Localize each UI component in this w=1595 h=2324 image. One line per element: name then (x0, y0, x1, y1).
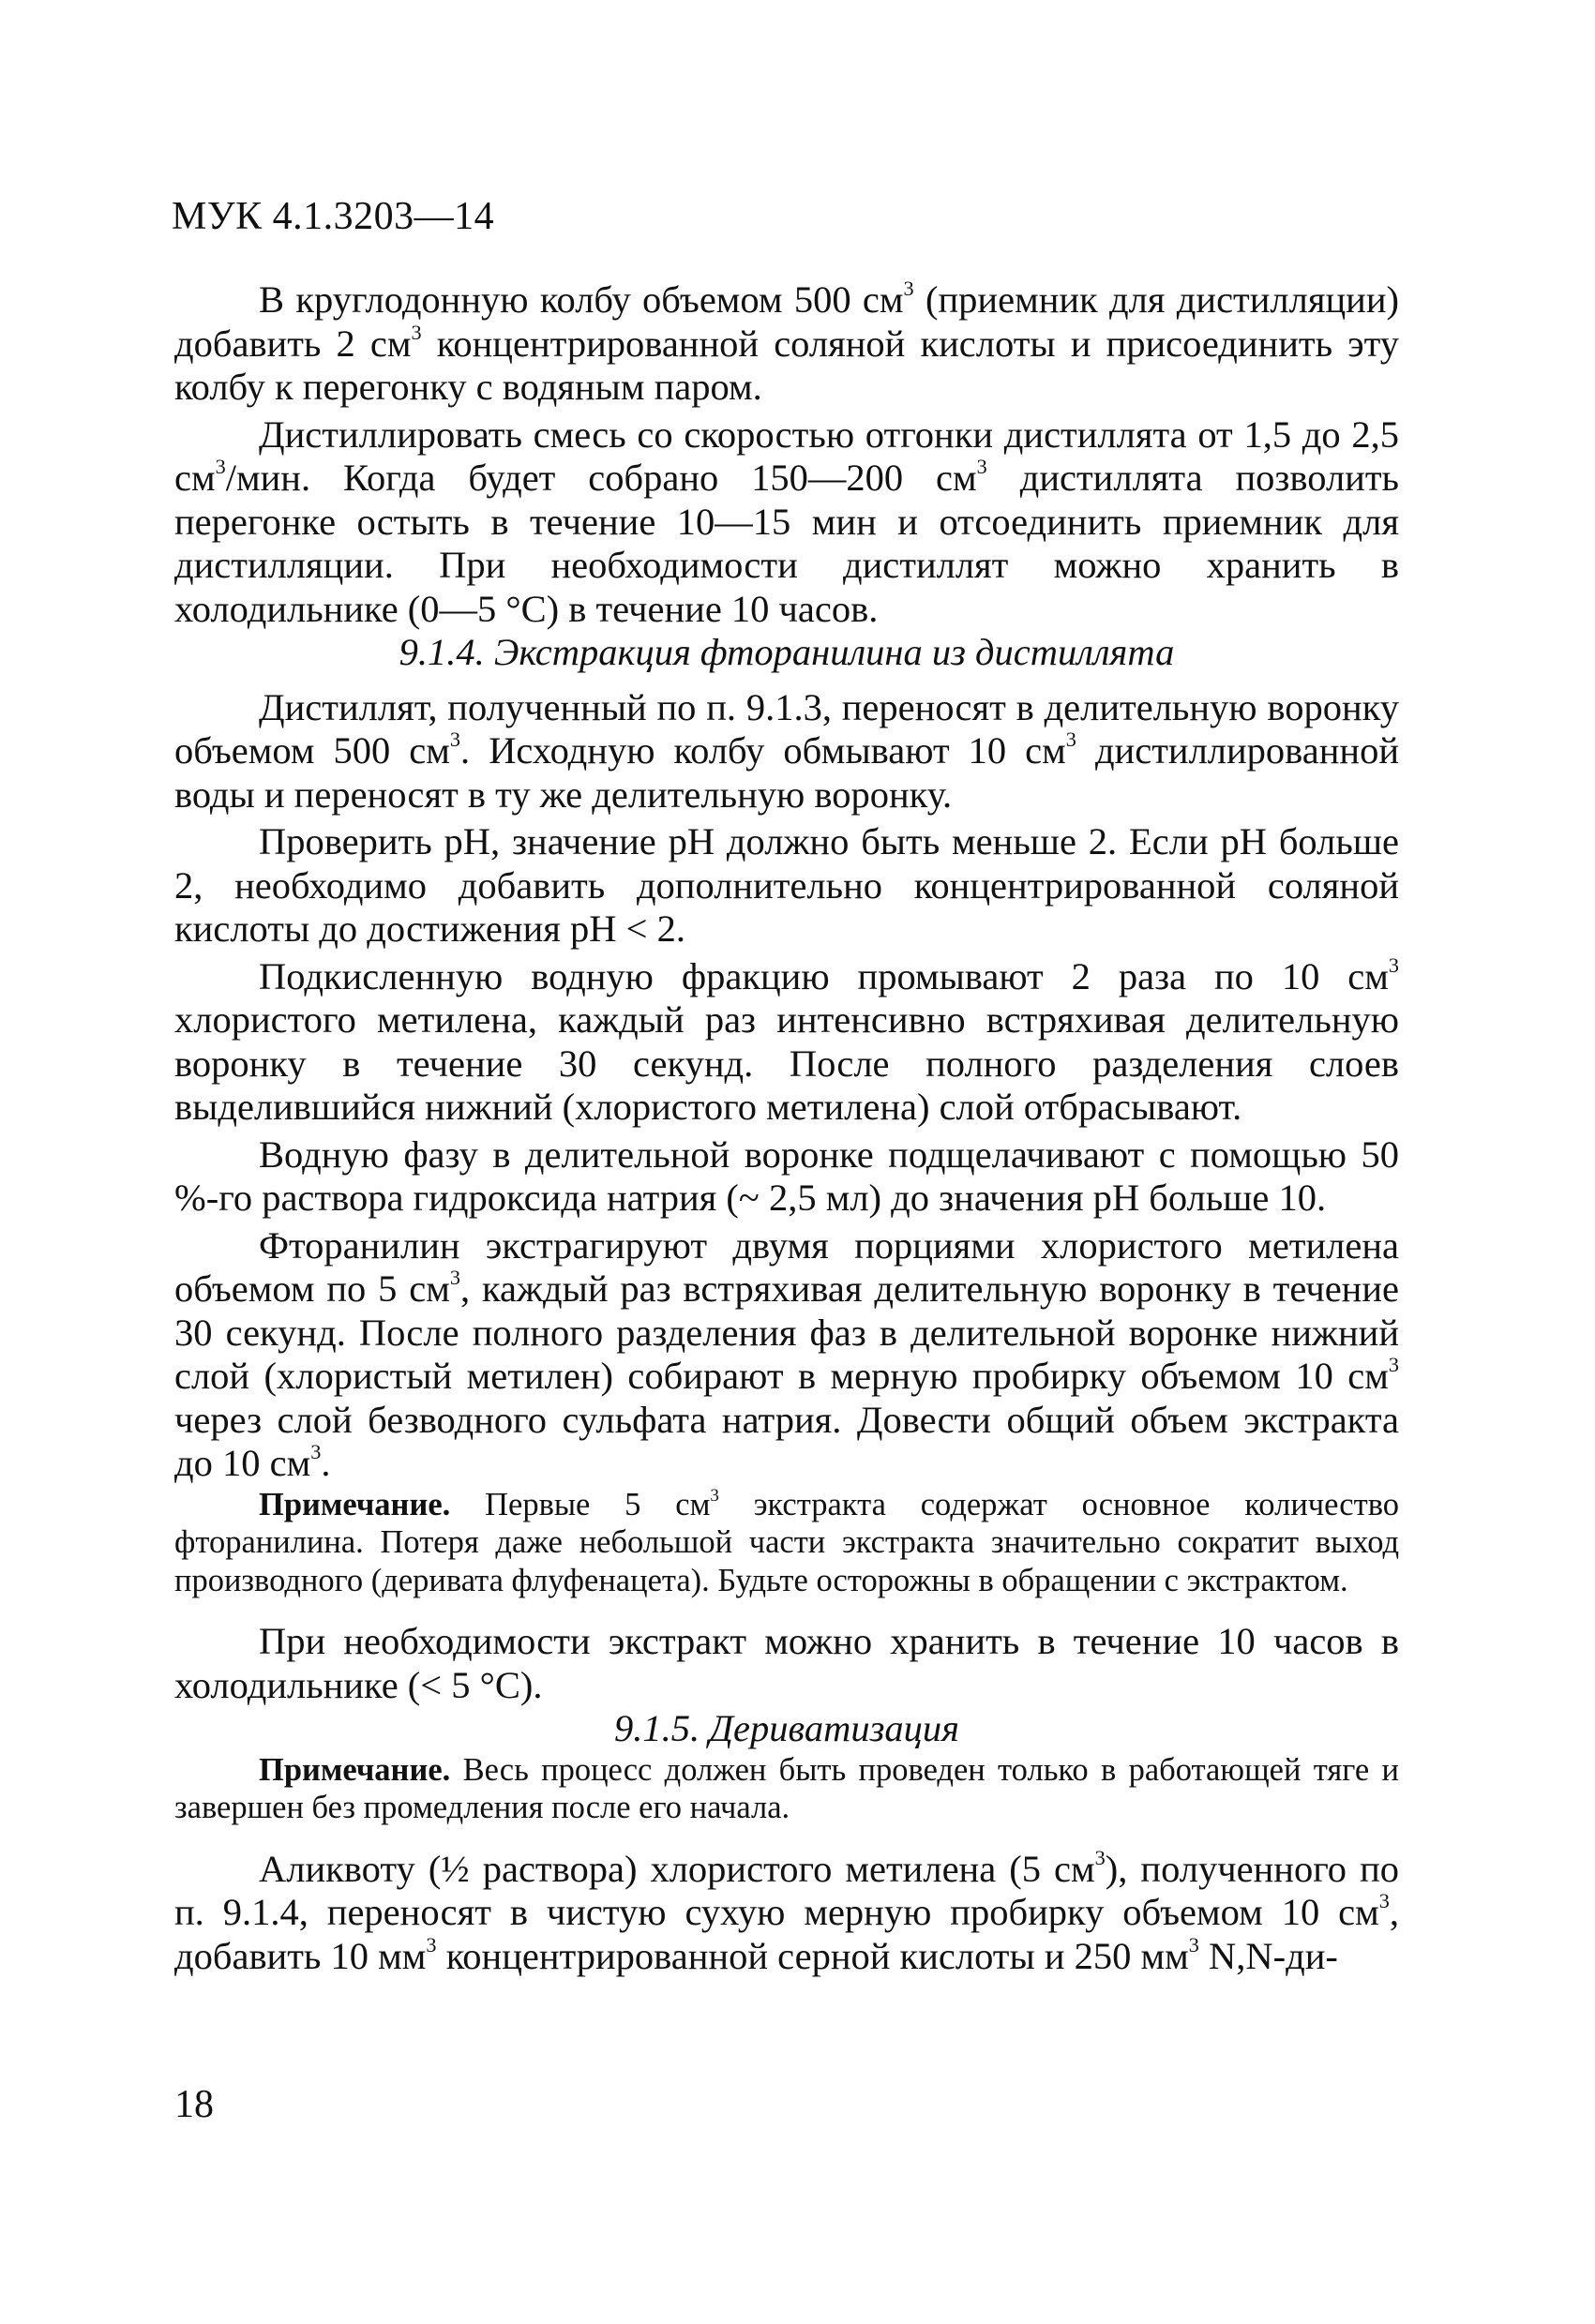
note-label: Примечание. (259, 1486, 451, 1522)
paragraph-acid-wash: Подкисленную водную фракцию промывают 2 раза по 10 $см^3$ хлористого метилена, каждый раз интенсивно встряхивая делительную воронку в течение 30 секунд. После полного разделения слоев выделившийся нижний (хлористого метилена) слой отбрасывают. (174, 952, 1399, 1128)
paragraph-flask-prep: В круглодонную колбу объемом 500 $см^3$ (приемник для дистилляции) добавить 2 $см^3$ концентрированной соляной кислоты и присоединить эту колбу к перегонку с водяным паром. (174, 277, 1399, 408)
section-heading-9-1-5: 9.1.5. Дериватизация (614, 1707, 959, 1749)
note-label: Примечание. (259, 1751, 451, 1788)
note-extract-handling: Примечание. Первые 5 $см^3$ экстракта содержат основное количество фторанилина. Потеря даже небольшой части экстракта значительно сократит выход производного (деривата флуфенацета). Будьте осторожны в обращении с экстрактом. (174, 1485, 1399, 1598)
paragraph-alkalize: Водную фазу в делительной воронке подщелачивают с помощью 50 %-го раствора гидроксида натрия (~ 2,5 мл) до значения pH больше 10. (174, 1132, 1399, 1219)
paragraph-distillate-transfer: Дистиллят, полученный по п. 9.1.3, переносят в делительную воронку объемом 500 $см^3$. Исходную колбу обмывают 10 $см^3$ дистиллированной воды и переносят в ту же делительную воронку. (174, 685, 1399, 816)
page-number: 18 (174, 2083, 214, 2126)
paragraph-aliquot: Аликвоту (½ раствора) хлористого метилена (5 $см^3$), полученного по п. 9.1.4, переносят в чистую сухую мерную пробирку объемом 10 $см^3$, добавить 10 $мм^3$ концентрированной серной кислоты и 250 $мм^3$ N,N-ди- (174, 1845, 1400, 1977)
paragraph-storage: При необходимости экстракт можно хранить в течение 10 часов в холодильнике (< 5 °C). (174, 1620, 1399, 1706)
paragraph-extraction: Фторанилин экстрагируют двумя порциями хлористого метилена объемом по 5 $см^3$, каждый раз встряхивая делительную воронку в течение 30 секунд. После полного разделения фаз в делительной воронке нижний слой (хлористый метилен) собирают в мерную пробирку объемом 10 $см^3$ через слой безводного сульфата натрия. Довести общий объем экстракта до 10 $см^3$. (174, 1223, 1399, 1484)
paragraph-ph-check: Проверить pH, значение pH должно быть меньше 2. Если pH больше 2, необходимо добавить дополнительно концентрированной соляной кислоты до достижения pH < 2. (174, 820, 1399, 950)
note-fume-hood: Примечание. Весь процесс должен быть проведен только в работающей тяге и завершен без промедления после его начала. (174, 1751, 1399, 1825)
section-heading-9-1-4: 9.1.4. Экстракция фторанилина из дистиллята (399, 631, 1175, 673)
document-code-header: МУК 4.1.3203—14 (172, 195, 495, 238)
paragraph-distillation: Дистиллировать смесь со скоростью отгонки дистиллята от 1,5 до 2,5 $см^3$/мин. Когда будет собрано 150—200 $см^3$ дистиллята позволить перегонке остыть в течение 10—15 мин и отсоединить приемник для дистилляции. При необходимости дистиллят можно хранить в холодильнике (0—5 °C) в течение 10 часов. (174, 412, 1400, 630)
page-body (174, 278, 1399, 1978)
